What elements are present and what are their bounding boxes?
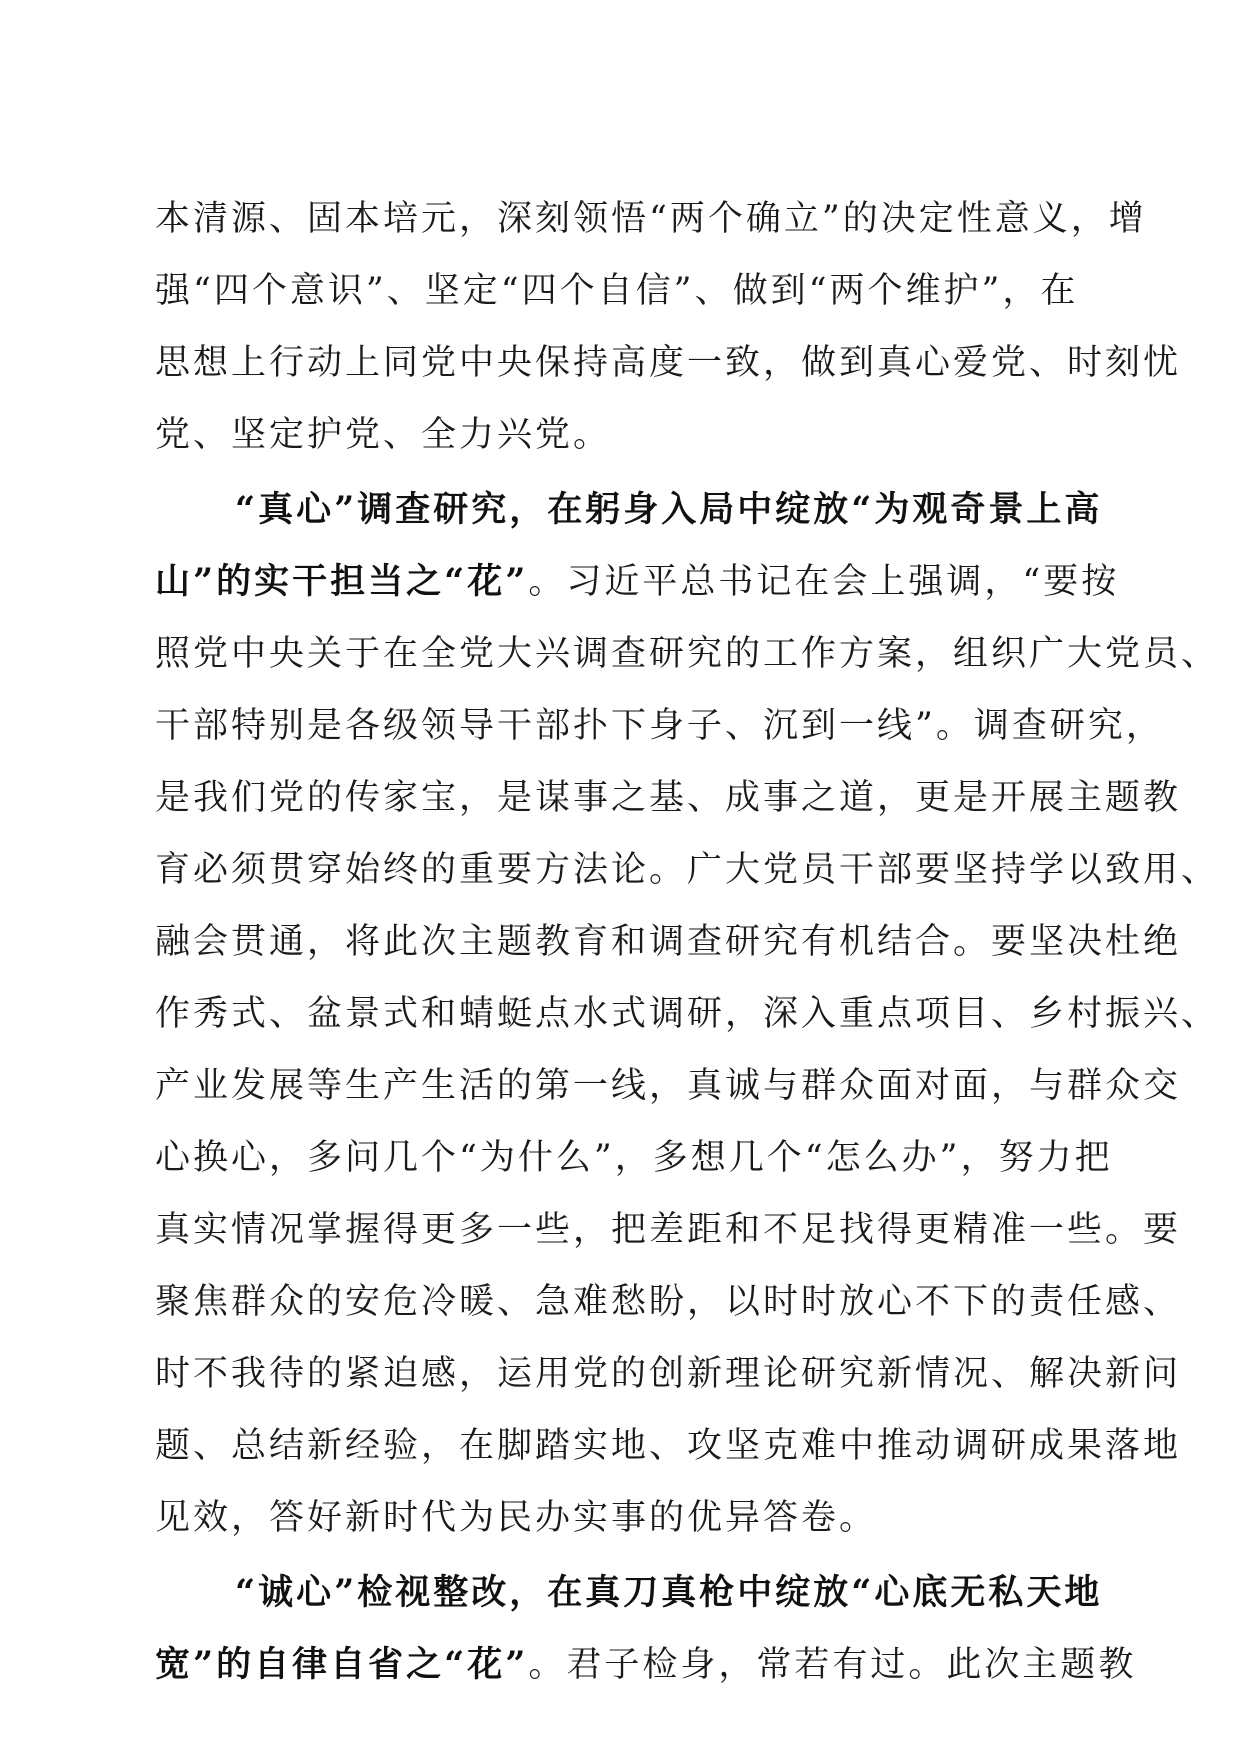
text-line: [155, 546, 1120, 618]
text-line: 真实情况掌握得更多一些，把差距和不足找得更精准一些。要: [155, 1210, 1182, 1250]
section-heading-tail: 宽”的自律自省之“花”: [155, 1644, 529, 1685]
text-line: 作秀式、盆景式和蜻蜓点水式调研，深入重点项目、乡村振兴、: [155, 994, 1220, 1034]
text-line: [155, 1629, 1137, 1701]
text-line: 党、坚定护党、全力兴党。: [155, 415, 612, 455]
text-line: 强“四个意识”、坚定“四个自信”、做到“两个维护”，在: [155, 271, 1079, 311]
text-line: 题、总结新经验，在脚踏实地、攻坚克难中推动调研成果落地: [155, 1426, 1182, 1466]
paragraph-3: [155, 1557, 1137, 1701]
text-line: 时不我待的紧迫感，运用党的创新理论研究新情况、解决新问: [155, 1354, 1182, 1394]
text-line: 思想上行动上同党中央保持高度一致，做到真心爱党、时刻忧: [155, 343, 1182, 383]
text-run: 。习近平总书记在会上强调，“要按: [528, 562, 1120, 602]
document-body: [155, 183, 1220, 1701]
section-heading-line: “诚心”检视整改，在真刀真枪中绽放“心底无私天地: [235, 1572, 1103, 1613]
text-line: 见效，答好新时代为民办实事的优异答卷。: [155, 1498, 878, 1538]
text-line: 照党中央关于在全党大兴调查研究的工作方案，组织广大党员、: [155, 634, 1220, 674]
text-line: 产业发展等生产生活的第一线，真诚与群众面对面，与群众交: [155, 1066, 1182, 1106]
paragraph-2: [155, 474, 1220, 1554]
text-line: 干部特别是各级领导干部扑下身子、沉到一线”。调查研究，: [155, 706, 1164, 746]
paragraph-1: [155, 183, 1182, 471]
section-heading-line: “真心”调查研究，在躬身入局中绽放“为观奇景上高: [235, 489, 1103, 530]
text-line: 心换心，多问几个“为什么”，多想几个“怎么办”，努力把: [155, 1138, 1113, 1178]
text-run: 。君子检身，常若有过。此次主题教: [528, 1645, 1137, 1685]
text-line: 是我们党的传家宝，是谋事之基、成事之道，更是开展主题教: [155, 778, 1182, 818]
section-heading-tail: 山”的实干担当之“花”: [155, 561, 529, 602]
text-line: 融会贯通，将此次主题教育和调查研究有机结合。要坚决杜绝: [155, 922, 1182, 962]
text-line: 本清源、固本培元，深刻领悟“两个确立”的决定性意义，增: [155, 199, 1147, 239]
text-line: 育必须贯穿始终的重要方法论。广大党员干部要坚持学以致用、: [155, 850, 1220, 890]
text-line: 聚焦群众的安危冷暖、急难愁盼，以时时放心不下的责任感、: [155, 1282, 1182, 1322]
